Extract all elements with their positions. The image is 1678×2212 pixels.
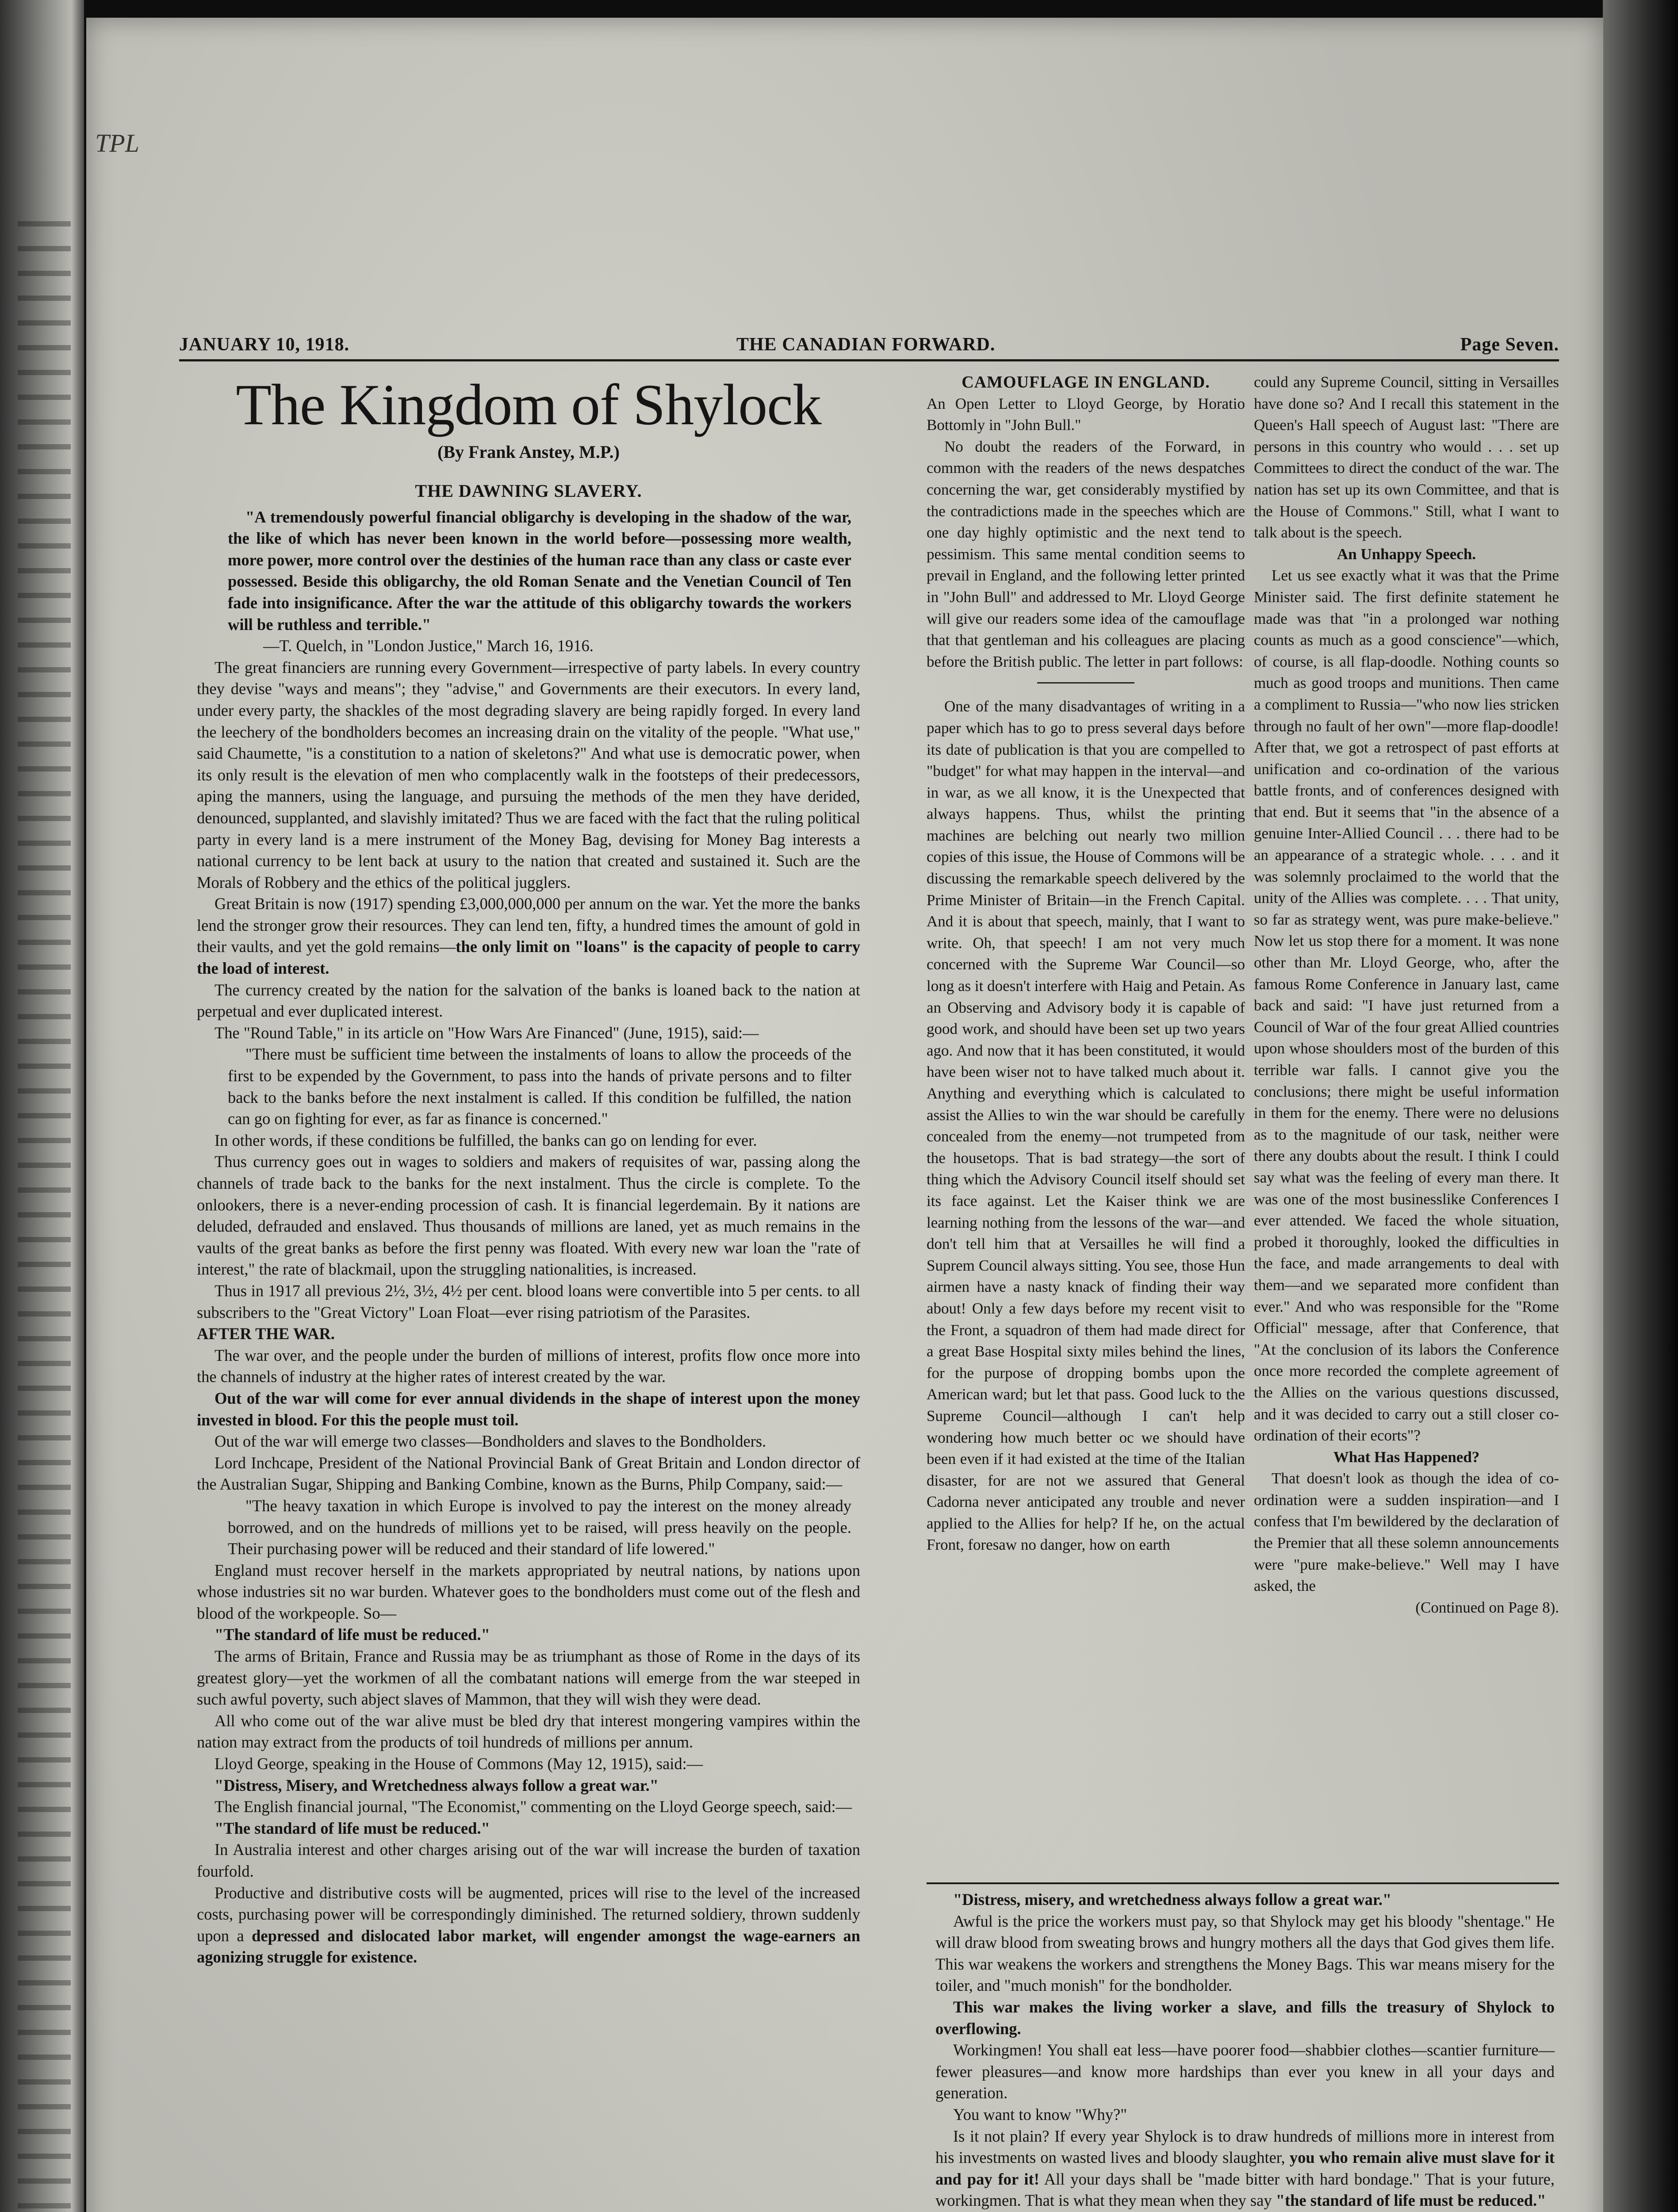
section-heading: CAMOUFLAGE IN ENGLAND.	[962, 373, 1210, 392]
paragraph: In other words, if these conditions be fulfilled, the banks can go on lending for ever.	[215, 1131, 757, 1149]
paragraph: You want to know "Why?"	[953, 2105, 1127, 2124]
adjacent-page-edge	[0, 0, 84, 2212]
paragraph: Awful is the price the workers must pay, so that Shylock may get his bloody "shentage." He will draw blood from sweating brows and hungry mothers all the days that God gives them life. This war weakens the workers and strengthens the Money Bags. This war means misery for the toiler, and "much monish" for the bondholder.	[935, 1912, 1555, 1995]
paragraph: Workingmen! You shall eat less—have poorer food—shabbier clothes—scantier furniture—fewer pleasures—and know more hardships than ever you knew in all your days and generation.	[935, 2041, 1555, 2102]
section-heading: THE DAWNING SLAVERY.	[415, 481, 642, 501]
paragraph: The currency created by the nation for the salvation of the banks is loaned back to the nation at perpetual and ever duplicated interest.	[197, 980, 860, 1021]
margin-handnote: TPL	[95, 129, 139, 157]
scan-border	[1603, 0, 1678, 2212]
paragraph-emphasis: depressed and dislocated labor market, will engender amongst the wage-earners an agonizing struggle for existence.	[197, 1926, 861, 1966]
paragraph: The "Round Table," in its article on "How Wars Are Financed" (June, 1915), said:—	[215, 1023, 759, 1042]
paragraph-text: All your days shall be "made bitter with hard bondage." That is your future, workingmen. That is what they mean when they say	[935, 2170, 1555, 2210]
paragraph: That doesn't look as though the idea of co-ordination were a sudden inspiration—and I confess that I'm bewildered by the declaration of the Premier that all these solemn announcements were "pure make-believe." Well may I have asked, the	[1254, 1470, 1559, 1595]
continued-note: (Continued on Page 8).	[1415, 1598, 1559, 1616]
paragraph: This war makes the living worker a slave, and fills the treasury of Shylock to overflowing.	[935, 1997, 1555, 2038]
quotation: "There must be sufficient time between the instalments of loans to allow the proceeds of the first to be expended by the Government, to pass into the hands of private persons and to filter back to the banks before the next instalment is called. If this condition be fulfilled, the nation can go on fighting for ever, as far as finance is concerned."	[228, 1045, 851, 1128]
paragraph-text: Productive and distributive costs will be augmented, prices will rise to the level of the increased costs, purchasing power will be correspondingly diminished. The returned soldiery, thrown suddenly upon a	[197, 1883, 860, 1945]
paragraph-emphasis: the only limit on "loans" is the capacity of people to carry the load of interest.	[197, 937, 861, 978]
paragraph: The English financial journal, "The Economist," commenting on the Lloyd George speech, said:—	[215, 1797, 852, 1816]
paragraph: In Australia interest and other charges arising out of the war will increase the burden of taxation fourfold.	[197, 1840, 860, 1880]
paragraph: One of the many disadvantages of writing in a paper which has to go to press several days before its date of publication is that you are compelled to "budget" for what may happen in the interval—and in war, as we all know, it is the Unexpected that always happens. Thus, whilst the printing machines are belching out nearly two million copies of this issue, the House of Commons will be discussing the remarkable speech delivered by the Prime Minister of Britain—in the French Capital. And it is about that speech, mainly, that I want to write. Oh, that speech! I am not very much concerned with the Supreme War Council—so long as it doesn't interfere with Haig and Petain. As an Observing and Advisory body it is capable of good work, and should have been set up two years ago. And now that it has been constituted, it would have been wiser not to have talked much about it. Anything and everything which is calculated to assist the Allies to win the war should be carefully concealed from the enemy—not trumpeted from the housetops. That is bad strategy—the sort of thing which the Advisory Council itself should set its face against. Let the Kaiser think we are learning nothing from the lessons of the war—and don't tell him that at Versailles he will find a Suprem Council always sitting. You see, those Hun airmen have a nasty knack of finding their way about! Only a few days before my recent visit to the Front, a squadron of them had made direct for a great Base Hospital sixty miles behind the lines, for the purpose of dropping bombs upon the American ward; but let that pass. Good luck to the Supreme Council—although I can't help wondering how much better oc we should have been even if it had existed at the time of the Italian disaster, for are not we assured that General Cadorna never anticipated any trouble and never applied to the Allies for help? If he, on the actual Front, foresaw no danger, how on earth	[927, 698, 1245, 1554]
page-number: Page Seven.	[1460, 334, 1559, 355]
subheading: What Has Happened?	[1333, 1448, 1480, 1466]
paragraph: Thus currency goes out in wages to soldiers and makers of requisites of war, passing along the channels of trade back to the banks for the next instalment. Thus the circle is complete. To the onlookers, there is a never-ending procession of cash. It is financial legerdemain. By it nations are deluded, defrauded and enslaved. Thus thousands of millions are laned, yet as much remains in the vaults of the great banks as before the first penny was floated. With every new war loan the "rate of interest," the rate of blackmail, upon the struggling nationalities, is increased.	[197, 1152, 860, 1279]
article-column-left	[197, 473, 860, 1968]
paragraph: Lord Inchcape, President of the National Provincial Bank of Great Britain and London director of the Australian Sugar, Shipping and Banking Combine, known as the Burns, Philp Company, said:—	[197, 1453, 860, 1494]
issue-date: JANUARY 10, 1918.	[179, 334, 349, 355]
paragraph: The arms of Britain, France and Russia may be as triumphant as those of Rome in the days of its greatest glory—yet the workmen of all the combatant nations will emerge from the war steeped in such awful poverty, such abject slaves of Mammon, that they will wish they were dead.	[197, 1647, 860, 1709]
paragraph: "Distress, misery, and wretchedness always follow a great war."	[953, 1890, 1392, 1909]
paragraph: All who come out of the war alive must be bled dry that interest mongering vampires within the nation may extract from the products of toil hundreds of millions per annum.	[197, 1711, 860, 1751]
paragraph-text: Great Britain is now (1917) spending £3,000,000,000 per annum on the war. Yet the more the banks lend the stronger grow their resources. They can lend ten, fifty, a hundred times the amount of gold in their vaults, and yet the gold remains—	[197, 895, 860, 956]
paragraph: The great financiers are running every Government—irrespective of party labels. In every country they devise "ways and means"; they "advise," and Governments are their executors. In every land, under every party, the shackles of the most degrading slavery are being rapidly forged. In every land the leechery of the bondholders becomes an increasing drain on the vitality of the people. "What use," said Chaumette, "is a constitution to a nation of skeletons?" And what use is democratic power, when its only result is the elevation of men who complacently walk in the footsteps of their predecessors, aping the manners, using the language, and pursuing the methods of the men they have derided, denounced, supplanted, and slavishly imitated? Thus we are faced with the fact that the ruling political party in every land is a mere instrument of the Money Bag, devising for Money Bag interests a national currency to be lent back at usury to the nation that created and sustained it. Such are the Morals of Robbery and the ethics of the political jugglers.	[197, 658, 860, 891]
subheading: An Unhappy Speech.	[1337, 545, 1476, 563]
paragraph: could any Supreme Council, sitting in Versailles have done so? And I recall this statement in the Queen's Hall speech of August last: "There are persons in this country who would . . . set up Committees to direct the conduct of the war. The nation has set up its own Committee, and that is the House of Commons." Still, what I want to talk about is the speech.	[1254, 373, 1559, 541]
paper-name: THE CANADIAN FORWARD.	[736, 334, 996, 355]
paragraph: Thus in 1917 all previous 2½, 3½, 4½ per cent. blood loans were convertible into 5 per cents. to all subscribers to the "Great Victory" Loan Float—ever rising patriotism of the Parasites.	[197, 1281, 860, 1321]
paragraph-emphasis: you who remain alive must slave for it and pay for it!	[935, 2148, 1555, 2188]
article-column-right	[1254, 372, 1559, 1618]
paragraph: Let us see exactly what it was that the Prime Minister said. The first definite statement he made was that "in a prolonged war nothing counts as much as a good conscience"—which, of course, is all flap-doodle. Nothing counts so much as good troops and munitions. Then came a compliment to Russia—"who now lies stricken through no fault of her own"—more flap-doodle! After that, we got a retrospect of past efforts at unification and co-ordination of the various battle fronts, and of conferences designed with that end. But it seems that "in the absence of a genuine Inter-Allied Council . . . there had to be an appearance of a strategic whole. . . . and it was solemnly proclaimed to the world that the unity of the Allies was complete. . . . That unity, so far as strategy went, was pure make-believe." Now let us stop there for a moment. It was none other than Mr. Lloyd George, who, after the famous Rome Conference in January last, came back and said: "I have just returned from a Council of War of the four great Allied countries upon whose shoulders most of the burden of this terrible war falls. I cannot give you the conclusions; there might be useful information in them for the enemy. There were no delusions as to the magnitude of our task, neither were there any doubts about the result. I think I could say what was the feeling of every man there. It was one of the most businesslike Conferences I ever attended. We faced the whole situation, probed it thoroughly, looked the difficulties in the face, and made arrangements to deal with them—and we separated more confident than ever." And who was responsible for the "Rome Official" message, after that Conference, that "At the conclusion of its labors the Conference once more recorded the complete agreement of the Allies on the various questions discussed, and it was decided to carry out a still closer co-ordination of their ecorts"?	[1254, 567, 1559, 1444]
paragraph	[197, 893, 860, 979]
paragraph-text: Is it not plain? If every year Shylock is to draw hundreds of millions more in interest from his investments on wasted lives and bloody slaughter,	[935, 2127, 1555, 2167]
paragraph	[935, 2126, 1555, 2212]
article-byline: (By Frank Anstey, M.P.)	[437, 442, 620, 462]
paragraph-emphasis: "the standard of life must be reduced."	[1276, 2191, 1546, 2210]
section-rule	[927, 1882, 1559, 1884]
paragraph: No doubt the readers of the Forward, in common with the readers of the news despatches concerning the war, get considerably mystified by the contradictions made in the speeches which are one day highly optimistic and the next tend to pessimism. This same mental condition seems to prevail in England, and the following letter printed in "John Bull" and addressed to Mr. Lloyd George will give our readers some idea of the camouflage that that gentleman and his colleagues are placing before the British public. The letter in part follows:	[927, 438, 1245, 670]
epigraph: "A tremendously powerful financial obligarchy is developing in the shadow of the war, the like of which has never been known in the world before—possessing more wealth, more power, more control over the destinies of the human race than any class or caste ever possessed. Beside this obligarchy, the old Roman Senate and the Venetian Council of Ten fade into insignificance. After the war the attitude of this obligarchy towards the workers will be ruthless and terrible."	[228, 507, 851, 634]
section-heading: AFTER THE WAR.	[197, 1325, 335, 1343]
paragraph: The war over, and the people under the burden of millions of interest, profits flow once more into the channels of industry at the higher rates of interest created by the war.	[197, 1346, 860, 1386]
paragraph: Lloyd George, speaking in the House of Commons (May 12, 1915), said:—	[215, 1755, 703, 1773]
paragraph: Out of the war will emerge two classes—Bondholders and slaves to the Bondholders.	[215, 1432, 766, 1451]
divider	[1037, 682, 1134, 684]
paragraph: England must recover herself in the markets appropriated by neutral nations, by nations upon whose industries sit no war burden. Whatever goes to the bondholders must come out of the flesh and blood of the workpeople. So—	[197, 1561, 860, 1622]
epigraph-source: —T. Quelch, in "London Justice," March 16, 1916.	[263, 637, 594, 655]
paragraph: Out of the war will come for ever annual dividends in the shape of interest upon the money invested in blood. For this the people must toil.	[197, 1389, 860, 1429]
masthead-rule	[179, 359, 1559, 361]
paragraph: "Distress, Misery, and Wretchedness always follow a great war."	[215, 1776, 659, 1794]
article-column-bottom	[935, 1889, 1555, 2212]
article-title: The Kingdom of Shylock	[236, 372, 821, 437]
paragraph: "The standard of life must be reduced."	[215, 1625, 490, 1644]
paragraph	[197, 1882, 860, 1968]
quotation: "The heavy taxation in which Europe is involved to pay the interest on the money already borrowed, and on the hundreds of millions yet to be raised, will press heavily on the people. Their purchasing power will be reduced and their standard of life lowered."	[228, 1496, 851, 1558]
newspaper-page	[86, 18, 1603, 2212]
paragraph: An Open Letter to Lloyd George, by Horatio Bottomly in "John Bull."	[927, 395, 1245, 434]
paragraph: "The standard of life must be reduced."	[215, 1819, 490, 1837]
article-column-middle	[927, 372, 1245, 1556]
